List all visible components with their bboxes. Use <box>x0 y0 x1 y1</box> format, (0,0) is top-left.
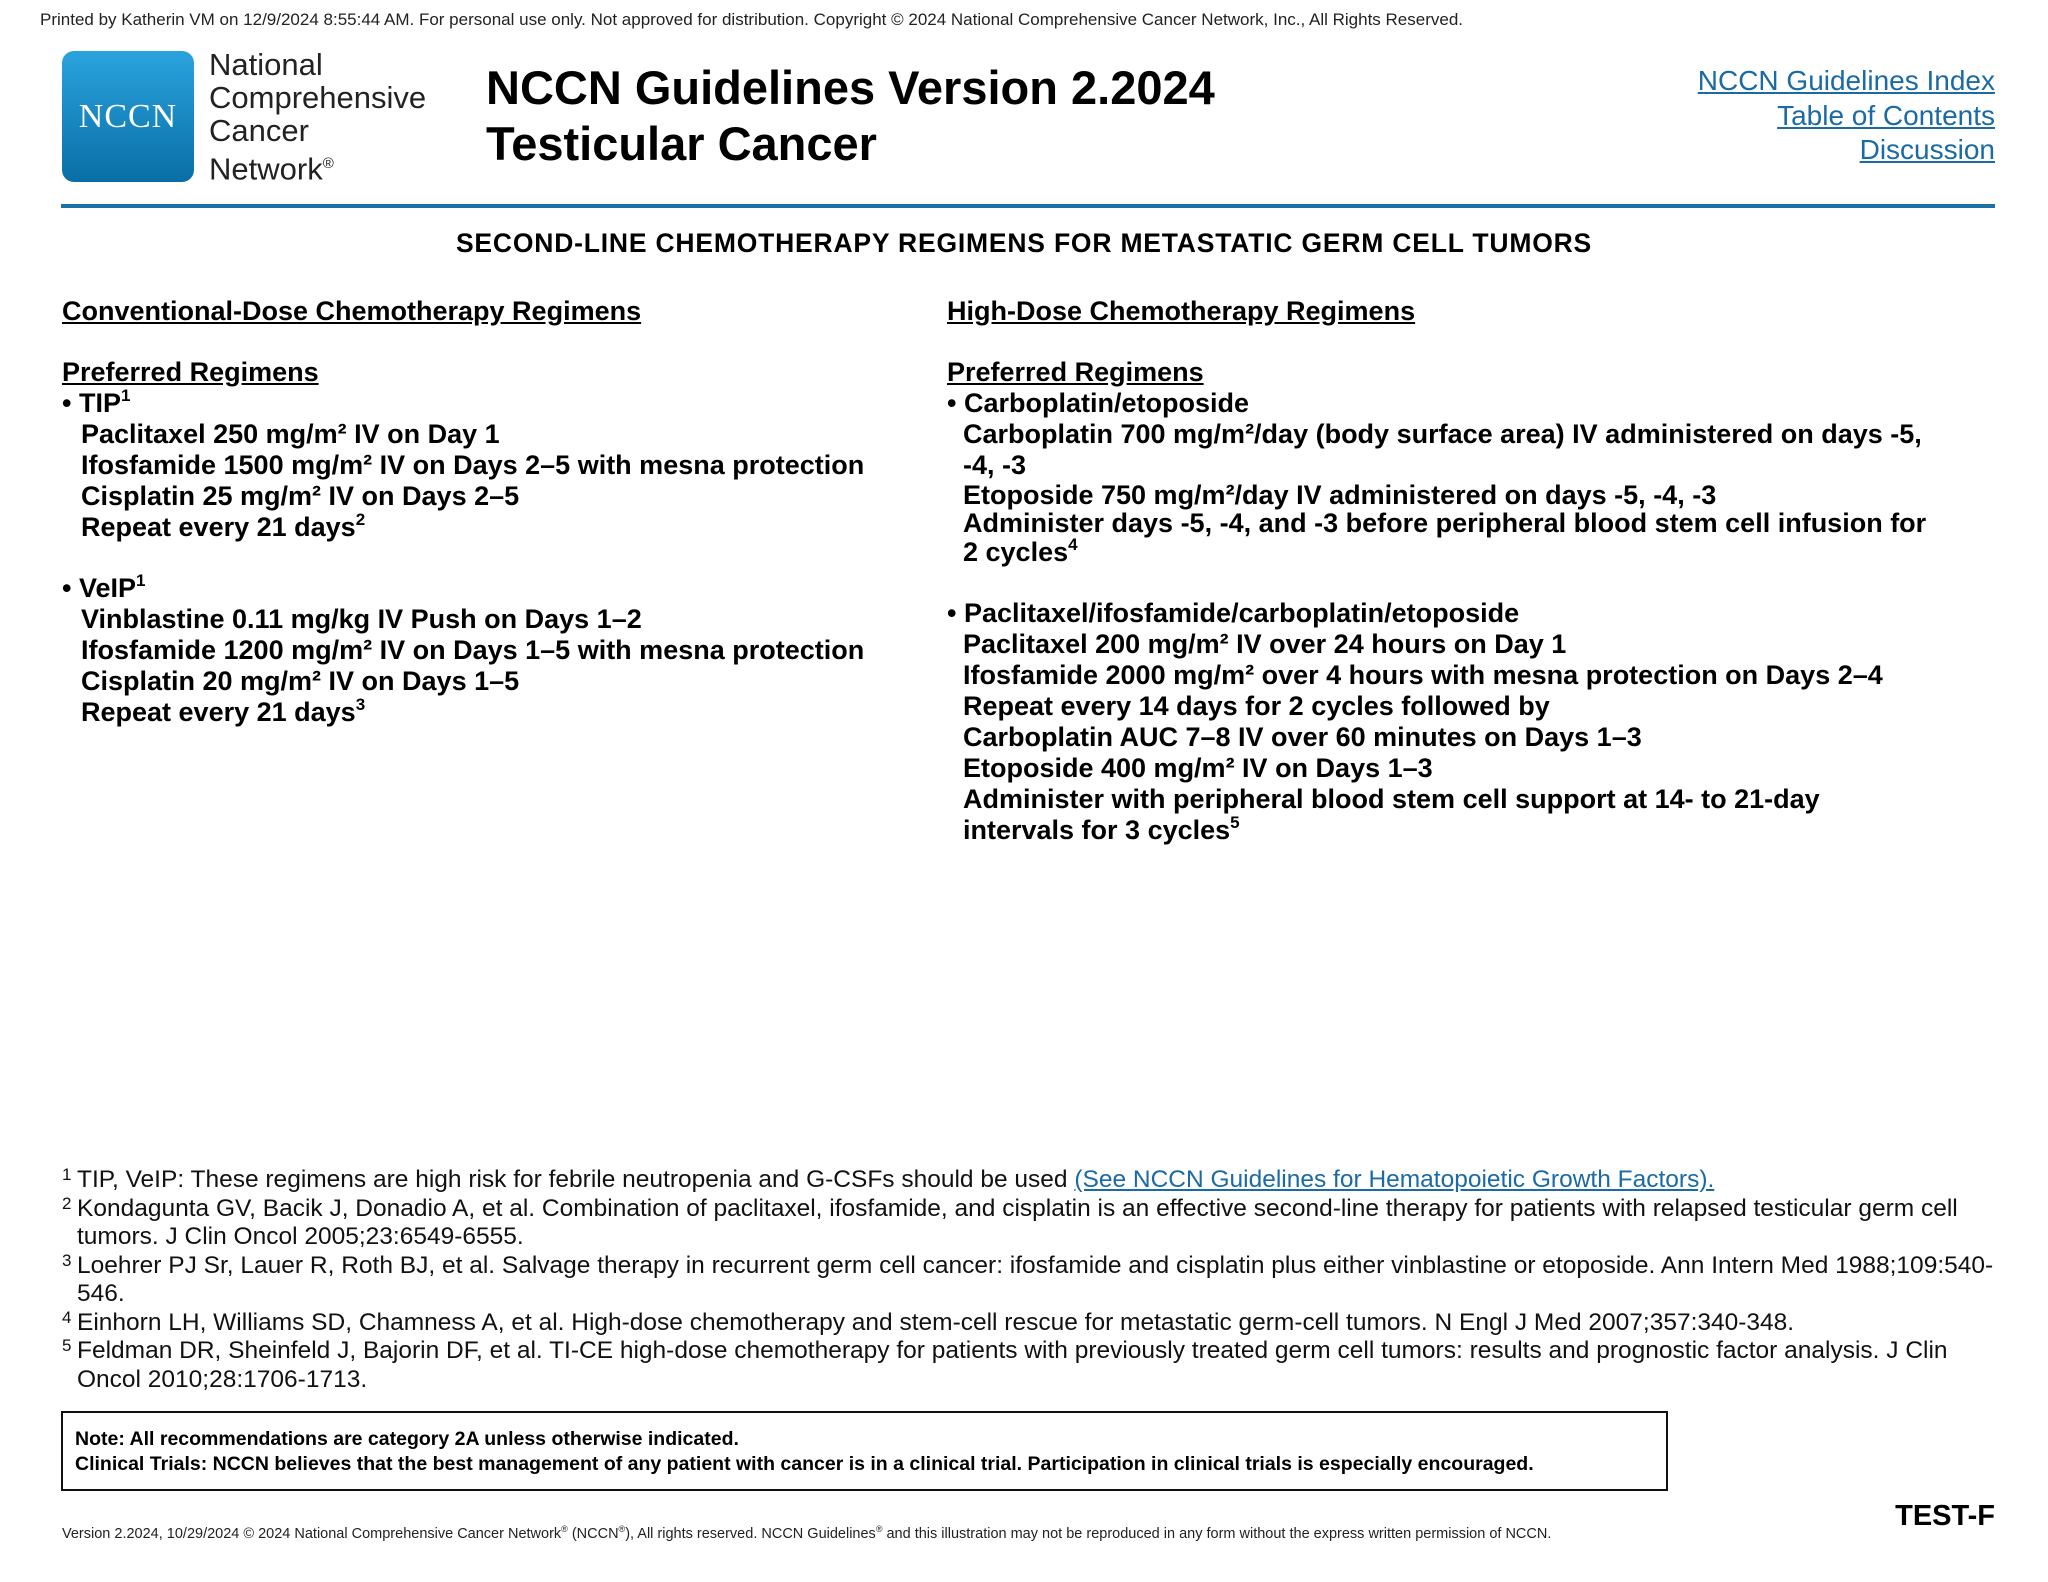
footnote-text: Feldman DR, Sheinfeld J, Bajorin DF, et al. TI-CE high-dose chemotherapy for patients with previously treated germ cell tumors: results and prognostic factor analysis. J Clin Oncol 2010;28:1706-1713. <box>77 1337 1948 1393</box>
org-name-line: Cancer <box>209 113 309 148</box>
page-heading: SECOND-LINE CHEMOTHERAPY REGIMENS FOR METASTATIC GERM CELL TUMORS <box>455 228 1593 258</box>
org-name-line: National <box>209 47 323 82</box>
preferred-regimens-title: Preferred Regimens <box>947 357 1204 387</box>
regimen-carboplatin-etoposide <box>947 388 1997 568</box>
regimen-line: intervals for 3 cycles$^5$ <box>963 813 1240 845</box>
preferred-regimens-title: Preferred Regimens <box>62 357 319 387</box>
footnote-ref: 3 <box>355 695 366 714</box>
regimen-name: • Carboplatin/etoposide <box>947 388 1249 418</box>
regimen-line: Paclitaxel 200 mg/m² IV over 24 hours on Day 1 <box>963 629 1567 659</box>
guideline-topic: Testicular Cancer <box>486 117 877 170</box>
footnote-text: Loehrer PJ Sr, Lauer R, Roth BJ, et al. Salvage therapy in recurrent germ cell cancer: ifosfamide and cisplatin plus either vinblastine or etoposide. Ann Intern Med 1988;109:540-546. <box>77 1251 1994 1307</box>
discussion-link[interactable]: Discussion <box>1859 134 1995 165</box>
regimen-tip <box>62 388 932 543</box>
regimen-line: Carboplatin AUC 7–8 IV over 60 minutes on Days 1–3 <box>963 722 1642 752</box>
org-name-line <box>209 147 426 185</box>
regimen-line: Ifosfamide 1200 mg/m² IV on Days 1–5 with mesna protection <box>81 635 865 665</box>
regimen-line: Ifosfamide 2000 mg/m² over 4 hours with mesna protection on Days 2–4 <box>963 660 1883 690</box>
registered-mark: ® <box>561 1524 568 1534</box>
footnote-number: 3 <box>62 1250 72 1270</box>
regimen-line: Etoposide 750 mg/m²/day IV administered on days -5, -4, -3 <box>963 480 1717 510</box>
clinical-trials-note: Clinical Trials: NCCN believes that the best management of any patient with cancer is in a clinical trial. Participation in clinical trials is especially encouraged. <box>75 1453 1534 1475</box>
regimen-line: Ifosfamide 1500 mg/m² IV on Days 2–5 with mesna protection <box>81 450 865 480</box>
registered-mark: ® <box>322 155 334 172</box>
nccn-logo <box>62 51 194 182</box>
regimen-name: • VeIP$^1$ <box>62 571 146 603</box>
footnote-text: TIP, VeIP: These regimens are high risk for febrile neutropenia and G-CSFs should be used <box>77 1166 1075 1193</box>
regimen-line: Vinblastine 0.11 mg/kg IV Push on Days 1–2 <box>81 604 642 634</box>
footnote-number: 2 <box>62 1193 72 1213</box>
registered-mark: ® <box>618 1524 626 1534</box>
regimen-line: Carboplatin 700 mg/m²/day (body surface area) IV administered on days -5, <box>963 419 1922 449</box>
footnote-number: 4 <box>62 1307 72 1327</box>
regimen-tice <box>947 598 1997 846</box>
footnote-number: 5 <box>62 1336 72 1355</box>
regimen-line: Repeat every 14 days for 2 cycles followed by <box>963 691 1550 721</box>
footnotes <box>62 1166 2002 1394</box>
regimen-line: Cisplatin 25 mg/m² IV on Days 2–5 <box>81 481 520 511</box>
regimen-name: • TIP$^1$ <box>62 386 131 418</box>
table-of-contents-link[interactable]: Table of Contents <box>1777 99 1995 131</box>
footnote-text: Kondagunta GV, Bacik J, Donadio A, et al. Combination of paclitaxel, ifosfamide, and cisplatin is an effective second-line therapy for patients with relapsed testicular germ cell tumors. J Clin Oncol 2005;23:6549-6555. <box>77 1194 1958 1250</box>
page-code: TEST-F <box>1895 1500 1995 1532</box>
regimen-line: Repeat every 21 days$^3$ <box>81 695 366 727</box>
footnote-text: Einhorn LH, Williams SD, Chamness A, et al. High-dose chemotherapy and stem-cell rescue for metastatic germ-cell tumors. N Engl J Med 2007;357:340-348. <box>77 1308 1795 1336</box>
conventional-dose-column <box>62 294 932 758</box>
footnote-item <box>62 1166 2002 1195</box>
footnote-item <box>62 1309 2002 1338</box>
regimen-veip <box>62 573 932 728</box>
header-divider <box>61 204 1995 208</box>
registered-mark: ® <box>875 1524 883 1534</box>
footnote-ref: 4 <box>1068 535 1078 554</box>
logo-text: NCCN <box>78 97 178 135</box>
regimen-line: Etoposide 400 mg/m² IV on Days 1–3 <box>963 753 1433 783</box>
guideline-title <box>486 60 1215 172</box>
footnote-item <box>62 1195 2002 1252</box>
footnote-item <box>62 1337 2002 1394</box>
guideline-version: NCCN Guidelines Version 2.2024 <box>486 61 1215 114</box>
organization-name <box>209 48 426 185</box>
regimen-line: Administer with peripheral blood stem cell support at 14- to 21-day <box>963 784 1820 814</box>
regimen-line: -4, -3 <box>963 450 1027 480</box>
section-title: Conventional-Dose Chemotherapy Regimens <box>62 296 642 326</box>
high-dose-column <box>947 294 1997 876</box>
footer-version: Version 2.2024, 10/29/2024 © 2024 National Comprehensive Cancer Network® (NCCN®), All rights reserved. NCCN Guidelines® and this illustration may not be reproduced in any form without the express written permission of NCCN. <box>62 1524 1552 1542</box>
org-name-line: Comprehensive <box>209 80 427 115</box>
org-name-text: Network <box>209 151 323 187</box>
growth-factors-link[interactable]: (See NCCN Guidelines for Hematopoietic Growth Factors). <box>1074 1166 1715 1193</box>
regimen-line: Cisplatin 20 mg/m² IV on Days 1–5 <box>81 666 520 696</box>
footnote-number: 1 <box>62 1165 72 1184</box>
navigation-links <box>1698 64 1995 168</box>
regimen-line: Paclitaxel 250 mg/m² IV on Day 1 <box>81 419 500 449</box>
footnote-ref: 5 <box>1230 813 1240 832</box>
regimen-name: • Paclitaxel/ifosfamide/carboplatin/etoposide <box>947 598 1520 628</box>
footnote-item <box>62 1252 2002 1309</box>
guidelines-index-link[interactable]: NCCN Guidelines Index <box>1697 65 1995 96</box>
footnote-ref: 1 <box>136 571 146 590</box>
print-notice: Printed by Katherin VM on 12/9/2024 8:55:44 AM. For personal use only. Not approved for distribution. Copyright © 2024 National Comprehensive Cancer Network, Inc., All Rights Reserved. <box>40 10 1464 29</box>
note-box <box>61 1411 1668 1491</box>
regimen-line: 2 cycles$^4$ <box>963 535 1078 567</box>
regimen-line: Administer days -5, -4, and -3 before peripheral blood stem cell infusion for <box>963 508 1927 538</box>
section-title: High-Dose Chemotherapy Regimens <box>947 296 1416 326</box>
footnote-ref: 2 <box>355 510 366 529</box>
footnote-ref: 1 <box>120 386 131 405</box>
regimen-line: Repeat every 21 days$^2$ <box>81 510 366 542</box>
category-note: Note: All recommendations are category 2A unless otherwise indicated. <box>75 1428 739 1450</box>
